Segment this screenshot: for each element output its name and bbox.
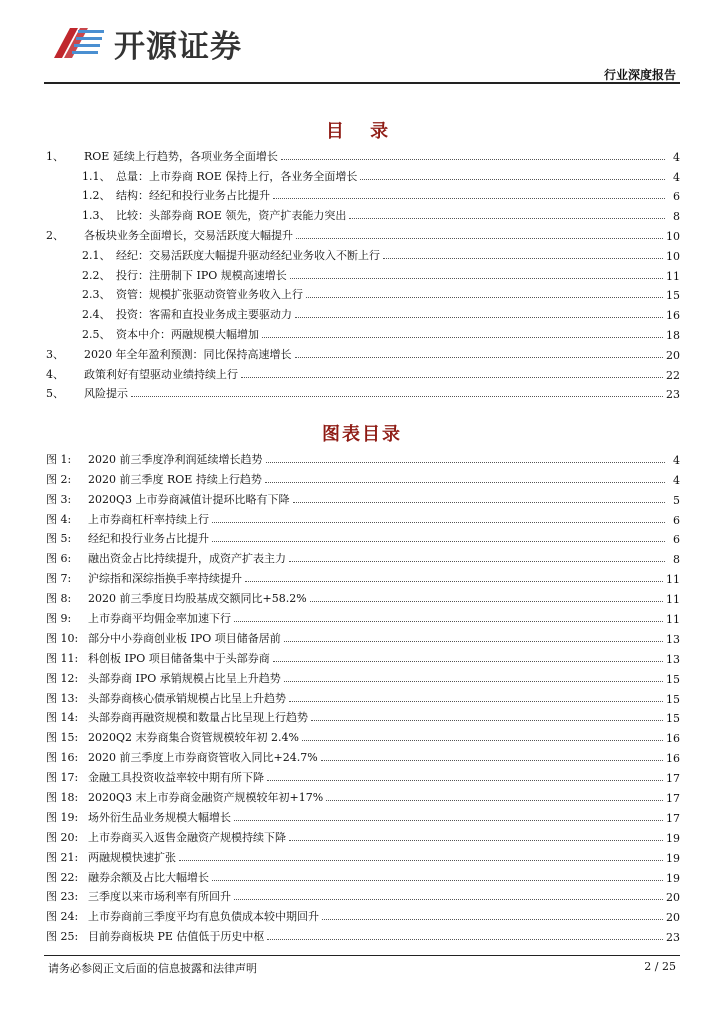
figure-entry-number: 图 14: bbox=[46, 711, 79, 725]
leader-dots bbox=[241, 376, 663, 378]
figure-entry[interactable] bbox=[44, 467, 680, 487]
toc-entry-number: 2.2、 bbox=[82, 268, 111, 282]
figure-entry-page: 4 bbox=[673, 453, 680, 467]
figure-entry-page: 19 bbox=[666, 851, 680, 865]
toc-entry-title: 比较：头部券商 ROE 领先，资产扩表能力突出 bbox=[116, 209, 347, 223]
toc-entry[interactable] bbox=[44, 203, 680, 223]
leader-dots bbox=[295, 316, 663, 318]
leader-dots bbox=[131, 395, 663, 397]
toc-entry[interactable] bbox=[44, 302, 680, 322]
figure-entry-page: 6 bbox=[673, 533, 680, 547]
leader-dots bbox=[326, 799, 663, 801]
figure-entry[interactable] bbox=[44, 845, 680, 865]
toc-entry-number: 1.1、 bbox=[82, 169, 111, 183]
toc-entry[interactable] bbox=[44, 144, 680, 164]
figure-entry-page: 15 bbox=[666, 712, 680, 726]
logo-text: 开源证券 bbox=[114, 28, 242, 65]
figure-entry-title: 2020 前三季度上市券商资管收入同比+24.7% bbox=[88, 751, 318, 765]
leader-dots bbox=[289, 839, 663, 841]
footer-divider bbox=[44, 955, 680, 956]
figure-entry-number: 图 13: bbox=[46, 691, 79, 705]
toc-entry-number: 4、 bbox=[46, 367, 64, 381]
figure-entry[interactable] bbox=[44, 745, 680, 765]
figure-entry-number: 图 1: bbox=[46, 452, 72, 466]
toc-entry-page: 20 bbox=[666, 348, 680, 362]
leader-dots bbox=[284, 680, 663, 682]
toc-entry-page: 4 bbox=[673, 170, 680, 184]
figure-entry-page: 15 bbox=[666, 692, 680, 706]
toc-entry-title: 结构：经纪和投行业务占比提升 bbox=[116, 189, 270, 203]
figure-entry[interactable] bbox=[44, 805, 680, 825]
toc-entry-page: 11 bbox=[666, 269, 680, 283]
figure-entry[interactable] bbox=[44, 606, 680, 626]
leader-dots bbox=[273, 197, 665, 199]
figure-entry-page: 13 bbox=[666, 652, 680, 666]
figure-entry-page: 13 bbox=[666, 632, 680, 646]
toc-title: 目 录 bbox=[325, 121, 399, 142]
toc-entry-page: 6 bbox=[673, 190, 680, 204]
leader-dots bbox=[322, 918, 663, 920]
leader-dots bbox=[234, 898, 663, 900]
toc-entry[interactable] bbox=[44, 243, 680, 263]
toc-entry[interactable] bbox=[44, 342, 680, 362]
figure-entry-title: 三季度以来市场利率有所回升 bbox=[88, 890, 231, 904]
figure-entry-page: 17 bbox=[666, 792, 680, 806]
figure-entry-page: 20 bbox=[666, 891, 680, 905]
toc-entry-number: 1.3、 bbox=[82, 209, 111, 223]
toc-entry-page: 18 bbox=[666, 328, 680, 342]
toc-entry-page: 8 bbox=[673, 210, 680, 224]
toc-entry-title: 总量：上市券商 ROE 保持上行，各业务全面增长 bbox=[116, 169, 358, 183]
figure-entry[interactable] bbox=[44, 765, 680, 785]
figure-entry-number: 图 18: bbox=[46, 791, 79, 805]
figure-entry[interactable] bbox=[44, 904, 680, 924]
toc-entry-title: 政策利好有望驱动业绩持续上行 bbox=[84, 367, 238, 381]
leader-dots bbox=[289, 560, 665, 562]
figure-entry-page: 11 bbox=[666, 573, 680, 587]
leader-dots bbox=[349, 217, 665, 219]
figure-entry-title: 上市券商杠杆率持续上行 bbox=[88, 512, 209, 526]
leader-dots bbox=[212, 521, 665, 523]
figure-entry[interactable] bbox=[44, 646, 680, 666]
leader-dots bbox=[234, 620, 663, 622]
toc-entry[interactable] bbox=[44, 223, 680, 243]
figure-entry[interactable] bbox=[44, 666, 680, 686]
figure-entry-number: 图 4: bbox=[46, 512, 72, 526]
leader-dots bbox=[290, 277, 663, 279]
report-type-label: 行业深度报告 bbox=[603, 68, 676, 82]
leader-dots bbox=[267, 779, 663, 781]
toc-entry-title: 经纪：交易活跃度大幅提升驱动经纪业务收入不断上行 bbox=[116, 248, 380, 262]
toc-entry-page: 15 bbox=[666, 289, 680, 303]
leader-dots bbox=[212, 540, 665, 542]
toc-entry-page: 16 bbox=[666, 309, 680, 323]
leader-dots bbox=[262, 336, 663, 338]
figure-entry-title: 2020Q3 末上市券商金融资产规模较年初+17% bbox=[88, 791, 324, 805]
figure-entry[interactable] bbox=[44, 885, 680, 905]
figure-entry[interactable] bbox=[44, 825, 680, 845]
figure-entry-number: 图 24: bbox=[46, 910, 79, 924]
toc-entry-page: 4 bbox=[673, 150, 680, 164]
figure-entry-number: 图 20: bbox=[46, 830, 79, 844]
leader-dots bbox=[311, 719, 663, 721]
figure-entry-number: 图 10: bbox=[46, 631, 79, 645]
leader-dots bbox=[302, 739, 663, 741]
leader-dots bbox=[281, 158, 665, 160]
toc-entry-page: 22 bbox=[666, 368, 680, 382]
figure-entry-number: 图 16: bbox=[46, 751, 79, 765]
toc-entry-page: 23 bbox=[666, 388, 680, 402]
toc-entry-number: 2.4、 bbox=[82, 308, 111, 322]
toc-entry[interactable] bbox=[44, 362, 680, 382]
figure-entry-page: 11 bbox=[666, 613, 680, 627]
toc-entry-number: 2.1、 bbox=[82, 248, 111, 262]
kaiyuan-logo-icon bbox=[48, 18, 110, 68]
list-of-figures bbox=[44, 447, 680, 944]
company-logo bbox=[48, 18, 242, 68]
figure-entry-page: 20 bbox=[666, 911, 680, 925]
figures-title: 图表目录 bbox=[322, 424, 402, 445]
figure-entry-title: 融出资金占比持续提升，成资产扩表主力 bbox=[88, 552, 286, 566]
footer-disclaimer: 请务必参阅正文后面的信息披露和法律声明 bbox=[48, 962, 257, 975]
leader-dots bbox=[306, 296, 663, 298]
figure-entry-number: 图 6: bbox=[46, 552, 72, 566]
figure-entry-title: 2020 前三季度 ROE 持续上行趋势 bbox=[88, 472, 262, 486]
figure-entry[interactable] bbox=[44, 546, 680, 566]
figure-entry-title: 2020 前三季度净利润延续增长趋势 bbox=[88, 452, 263, 466]
figure-entry-page: 23 bbox=[666, 931, 680, 945]
figure-entry-page: 17 bbox=[666, 772, 680, 786]
leader-dots bbox=[234, 819, 663, 821]
page-number: 2 / 25 bbox=[644, 960, 676, 973]
figure-entry-title: 两融规模快速扩张 bbox=[88, 850, 176, 864]
leader-dots bbox=[267, 938, 663, 940]
figure-entry-page: 5 bbox=[673, 493, 680, 507]
toc-entry-title: 投行：注册制下 IPO 规模高速增长 bbox=[116, 268, 287, 282]
toc-entry-title: ROE 延续上行趋势，各项业务全面增长 bbox=[84, 149, 278, 163]
figure-entry[interactable] bbox=[44, 487, 680, 507]
figure-entry[interactable] bbox=[44, 626, 680, 646]
figure-entry[interactable] bbox=[44, 566, 680, 586]
figure-entry-title: 沪综指和深综指换手率持续提升 bbox=[88, 572, 242, 586]
figure-entry[interactable] bbox=[44, 785, 680, 805]
figure-entry-page: 15 bbox=[666, 672, 680, 686]
figure-entry-title: 经纪和投行业务占比提升 bbox=[88, 532, 209, 546]
toc-entry[interactable] bbox=[44, 184, 680, 204]
leader-dots bbox=[245, 580, 663, 582]
figure-entry-page: 6 bbox=[673, 513, 680, 527]
figure-entry-title: 上市券商买入返售金融资产规模持续下降 bbox=[88, 830, 286, 844]
figure-entry[interactable] bbox=[44, 865, 680, 885]
toc-entry-title: 2020 年全年盈利预测：同比保持高速增长 bbox=[84, 347, 292, 361]
page-header bbox=[0, 0, 724, 90]
toc-entry-page: 10 bbox=[666, 249, 680, 263]
figure-entry-title: 融券余额及占比大幅增长 bbox=[88, 870, 209, 884]
toc-entry-number: 3、 bbox=[46, 347, 64, 361]
toc-entry-title: 风险提示 bbox=[84, 387, 128, 401]
figure-entry-title: 金融工具投资收益率较中期有所下降 bbox=[88, 771, 264, 785]
figure-entry-title: 头部券商 IPO 承销规模占比呈上升趋势 bbox=[88, 671, 281, 685]
leader-dots bbox=[295, 356, 664, 358]
table-of-contents bbox=[44, 144, 680, 401]
figure-entry-title: 科创板 IPO 项目储备集中于头部券商 bbox=[88, 651, 270, 665]
toc-entry-title: 资管：规模扩张驱动资管业务收入上行 bbox=[116, 288, 303, 302]
figure-entry-title: 头部券商再融资规模和数量占比呈现上行趋势 bbox=[88, 711, 308, 725]
figure-entry-title: 上市券商平均佣金率加速下行 bbox=[88, 612, 231, 626]
leader-dots bbox=[360, 178, 665, 180]
figure-entry-title: 2020Q3 上市券商减值计提环比略有下降 bbox=[88, 492, 290, 506]
figure-entry-page: 11 bbox=[666, 593, 680, 607]
leader-dots bbox=[321, 759, 663, 761]
figure-entry[interactable] bbox=[44, 686, 680, 706]
figure-entry-title: 场外衍生品业务规模大幅增长 bbox=[88, 810, 231, 824]
leader-dots bbox=[289, 700, 663, 702]
figure-entry-number: 图 23: bbox=[46, 890, 79, 904]
figure-entry-number: 图 11: bbox=[46, 651, 79, 665]
figure-entry[interactable] bbox=[44, 706, 680, 726]
toc-entry[interactable] bbox=[44, 322, 680, 342]
leader-dots bbox=[273, 660, 663, 662]
toc-entry-number: 2.3、 bbox=[82, 288, 111, 302]
figure-entry-title: 上市券商前三季度平均有息负债成本较中期回升 bbox=[88, 910, 319, 924]
leader-dots bbox=[310, 600, 663, 602]
toc-entry[interactable] bbox=[44, 263, 680, 283]
figure-entry-number: 图 21: bbox=[46, 850, 79, 864]
figure-entry[interactable] bbox=[44, 725, 680, 745]
toc-entry-page: 10 bbox=[666, 229, 680, 243]
figure-entry[interactable] bbox=[44, 447, 680, 467]
figure-entry-page: 16 bbox=[666, 752, 680, 766]
toc-entry-title: 资本中介：两融规模大幅增加 bbox=[116, 327, 259, 341]
figure-entry-number: 图 12: bbox=[46, 671, 79, 685]
figure-entry[interactable] bbox=[44, 924, 680, 944]
toc-entry[interactable] bbox=[44, 164, 680, 184]
figure-entry-number: 图 5: bbox=[46, 532, 72, 546]
leader-dots bbox=[212, 879, 663, 881]
toc-entry-number: 1、 bbox=[46, 149, 64, 163]
figure-entry-number: 图 22: bbox=[46, 870, 79, 884]
figure-entry-title: 2020 前三季度日均股基成交额同比+58.2% bbox=[88, 592, 307, 606]
figure-entry-page: 19 bbox=[666, 831, 680, 845]
figure-entry-number: 图 8: bbox=[46, 592, 72, 606]
leader-dots bbox=[383, 257, 663, 259]
figure-entry-title: 部分中小券商创业板 IPO 项目储备居前 bbox=[88, 631, 281, 645]
figure-entry-page: 19 bbox=[666, 871, 680, 885]
header-divider bbox=[44, 82, 680, 84]
leader-dots bbox=[266, 461, 666, 463]
toc-entry[interactable] bbox=[44, 283, 680, 303]
toc-entry-number: 1.2、 bbox=[82, 189, 111, 203]
figure-entry-number: 图 17: bbox=[46, 771, 79, 785]
toc-entry[interactable] bbox=[44, 382, 680, 402]
figure-entry-number: 图 9: bbox=[46, 612, 72, 626]
figure-entry-title: 2020Q2 末券商集合资管规模较年初 2.4% bbox=[88, 731, 299, 745]
figure-entry-page: 16 bbox=[666, 732, 680, 746]
leader-dots bbox=[265, 481, 665, 483]
leader-dots bbox=[284, 640, 663, 642]
toc-entry-number: 2.5、 bbox=[82, 327, 111, 341]
toc-entry-number: 2、 bbox=[46, 228, 64, 242]
toc-entry-title: 投资：客需和直投业务成主要驱动力 bbox=[116, 308, 292, 322]
figure-entry-page: 8 bbox=[673, 553, 680, 567]
figure-entry[interactable] bbox=[44, 586, 680, 606]
figure-entry-title: 头部券商核心债承销规模占比呈上升趋势 bbox=[88, 691, 286, 705]
figure-entry-number: 图 25: bbox=[46, 930, 79, 944]
figure-entry[interactable] bbox=[44, 507, 680, 527]
figure-entry-page: 17 bbox=[666, 811, 680, 825]
leader-dots bbox=[296, 237, 663, 239]
figure-entry-number: 图 3: bbox=[46, 492, 72, 506]
toc-entry-number: 5、 bbox=[46, 387, 64, 401]
figure-entry-number: 图 2: bbox=[46, 472, 72, 486]
leader-dots bbox=[293, 501, 665, 503]
leader-dots bbox=[179, 859, 663, 861]
figure-entry-number: 图 7: bbox=[46, 572, 72, 586]
toc-entry-title: 各板块业务全面增长，交易活跃度大幅提升 bbox=[84, 228, 293, 242]
figure-entry[interactable] bbox=[44, 527, 680, 547]
figure-entry-title: 目前券商板块 PE 估值低于历史中枢 bbox=[88, 930, 265, 944]
figure-entry-number: 图 19: bbox=[46, 810, 79, 824]
figure-entry-number: 图 15: bbox=[46, 731, 79, 745]
figure-entry-page: 4 bbox=[673, 473, 680, 487]
